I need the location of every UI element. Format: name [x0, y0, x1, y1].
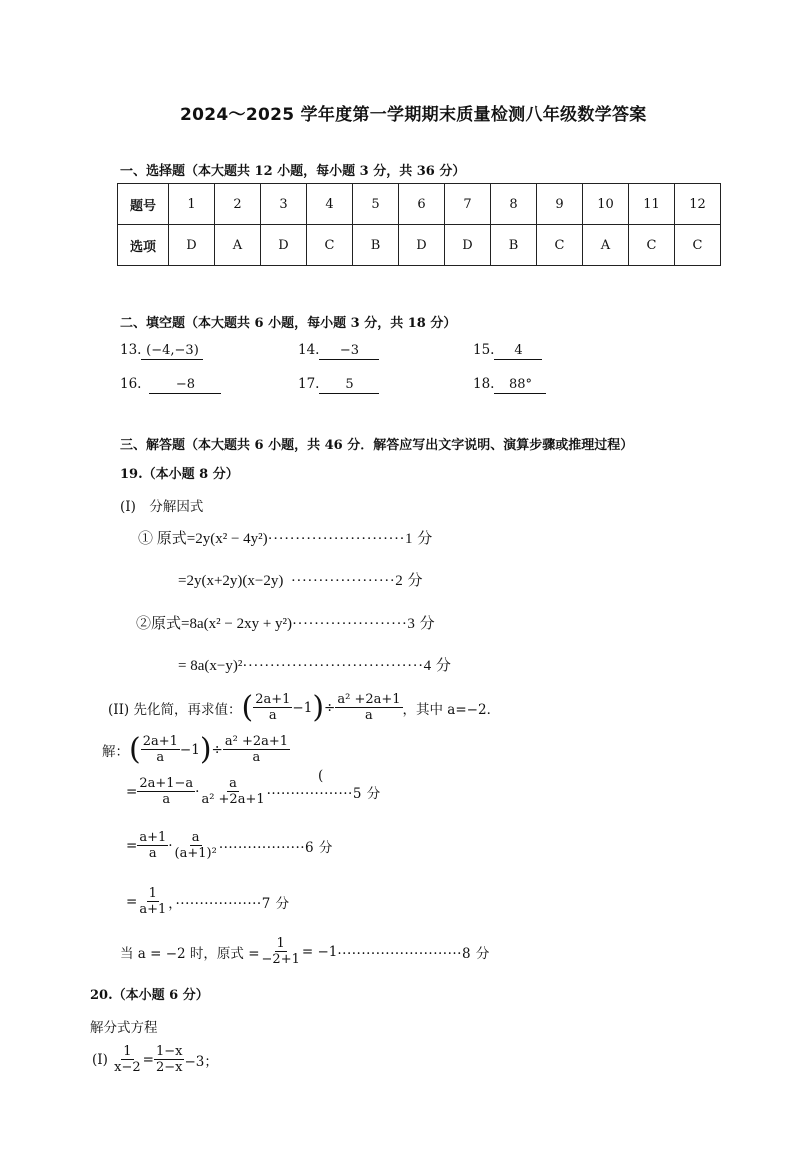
fraction: $\frac{2a+1-a}{a}$: [139, 776, 194, 807]
q19-step4: = 8a(x−y)²·································4 分: [178, 658, 452, 674]
answer-blank: 5: [319, 377, 379, 394]
fraction: $\frac{\text{a² +2a+1}}{a}$: [224, 734, 289, 765]
question-number: 1: [169, 184, 215, 225]
q19-step6: = $\frac{a+1}{a}$ · $\frac{a}{\text{(a+1)²}}$ ··················6 分: [126, 830, 333, 861]
fill-item-17: [298, 376, 379, 394]
answer-cell: C: [307, 225, 353, 266]
q19-step2: =2y(x+2y)(x−2y) ···················2 分: [178, 573, 424, 589]
question-number: 10: [583, 184, 629, 225]
fill-item-16: [120, 376, 221, 394]
fraction: $\frac{2a+1}{a}$: [255, 692, 291, 723]
item-label: 15.: [473, 342, 495, 358]
table-row: [118, 225, 721, 266]
q19-part1-title: (I) 分解因式: [120, 499, 204, 515]
fill-item-13: [120, 342, 203, 360]
question-number: 12: [675, 184, 721, 225]
item-label: 16.: [120, 376, 142, 392]
answer-cell: C: [675, 225, 721, 266]
answer-cell: C: [629, 225, 675, 266]
item-label: 13.: [120, 342, 142, 358]
table-header-cell: 题号: [118, 184, 169, 225]
answer-cell: C: [537, 225, 583, 266]
q19-solution-line: 解： ( $\frac{2a+1}{a}$ −1 ) ÷ $\frac{\text{a² +2a+1}}{a}$: [102, 731, 289, 767]
question-number: 7: [445, 184, 491, 225]
answer-cell: D: [169, 225, 215, 266]
answer-blank: −3: [319, 343, 379, 360]
q19-step8: 当 a = −2 时，原式 = $\frac{1}{-2+1}$ = −1 ··························8 分: [120, 936, 490, 967]
fill-item-14: [298, 342, 379, 360]
stray-mark: (: [318, 768, 324, 784]
question-number: 9: [537, 184, 583, 225]
section2-heading: 二、填空题（本大题共 6 小题，每小题 3 分，共 18 分）: [120, 316, 457, 331]
answer-blank: 4: [494, 343, 542, 360]
fraction: $\frac{\text{a² +2a+1}}{a}$: [337, 692, 401, 723]
answer-cell: D: [399, 225, 445, 266]
question-number: 8: [491, 184, 537, 225]
item-label: 14.: [298, 342, 320, 358]
page-title: 2024～2025 学年度第一学期期末质量检测八年级数学答案: [180, 105, 647, 125]
table-header-cell: 选项: [118, 225, 169, 266]
answer-cell: D: [445, 225, 491, 266]
fraction: $\frac{a}{\text{a² +2a+1}}$: [201, 776, 265, 807]
fraction: $\frac{1}{-2+1}$: [261, 936, 300, 967]
fraction: $\frac{1}{a+1}$: [139, 886, 167, 917]
question-number: 11: [629, 184, 675, 225]
answer-blank: 88°: [494, 377, 546, 394]
fraction: $\frac{1-x}{2-x}$: [155, 1044, 183, 1075]
q19-step3: ②原式=8a(x² − 2xy + y²)·····················3 分: [136, 616, 436, 632]
question-number: 6: [399, 184, 445, 225]
question-number: 5: [353, 184, 399, 225]
question-number: 2: [215, 184, 261, 225]
answer-cell: B: [353, 225, 399, 266]
answer-cell: D: [261, 225, 307, 266]
answer-blank: −8: [149, 377, 221, 394]
section3-heading: 三、解答题（本大题共 6 小题，共 46 分．解答应写出文字说明、演算步骤或推理过程）: [120, 438, 634, 453]
q19-title: 19.（本小题 8 分）: [120, 467, 239, 482]
q19-step7: = $\frac{1}{a+1}$ ，··················7 分: [126, 886, 290, 917]
answer-blank: (−4,−3): [141, 343, 203, 360]
q19-step1: ① 原式=2y(x² − 4y²)·························1 分: [138, 531, 433, 547]
q19-step5: = $\frac{2a+1-a}{a}$ · $\frac{a}{\text{a² +2a+1}}$ ··················5 分: [126, 776, 381, 807]
question-number: 4: [307, 184, 353, 225]
answer-cell: B: [491, 225, 537, 266]
fraction: $\frac{a+1}{a}$: [139, 830, 167, 861]
answer-cell: A: [583, 225, 629, 266]
fraction: $\frac{1}{x-2}$: [114, 1044, 141, 1075]
table-row: [118, 184, 721, 225]
section1-heading: 一、选择题（本大题共 12 小题，每小题 3 分，共 36 分）: [120, 164, 466, 179]
question-number: 3: [261, 184, 307, 225]
answer-cell: A: [215, 225, 261, 266]
fill-item-18: [473, 376, 546, 394]
q20-part1: (I) $\frac{1}{x-2}$ = $\frac{1-x}{2-x}$ −3；: [92, 1044, 218, 1075]
q20-title: 20.（本小题 6 分）: [90, 988, 209, 1003]
item-label: 18.: [473, 376, 495, 392]
q19-part2-prompt: (II) 先化简，再求值： ( $\frac{2a+1}{a}$ −1 ) ÷ $\frac{\text{a² +2a+1}}{a}$ ，其中 a=−2．: [108, 689, 501, 725]
item-label: 17.: [298, 376, 320, 392]
fraction: $\frac{2a+1}{a}$: [142, 734, 178, 765]
fill-item-15: [473, 342, 542, 360]
fraction: $\frac{a}{\text{(a+1)²}}$: [174, 830, 217, 861]
answer-table: [117, 183, 721, 266]
q20-subtitle: 解分式方程: [90, 1020, 158, 1036]
